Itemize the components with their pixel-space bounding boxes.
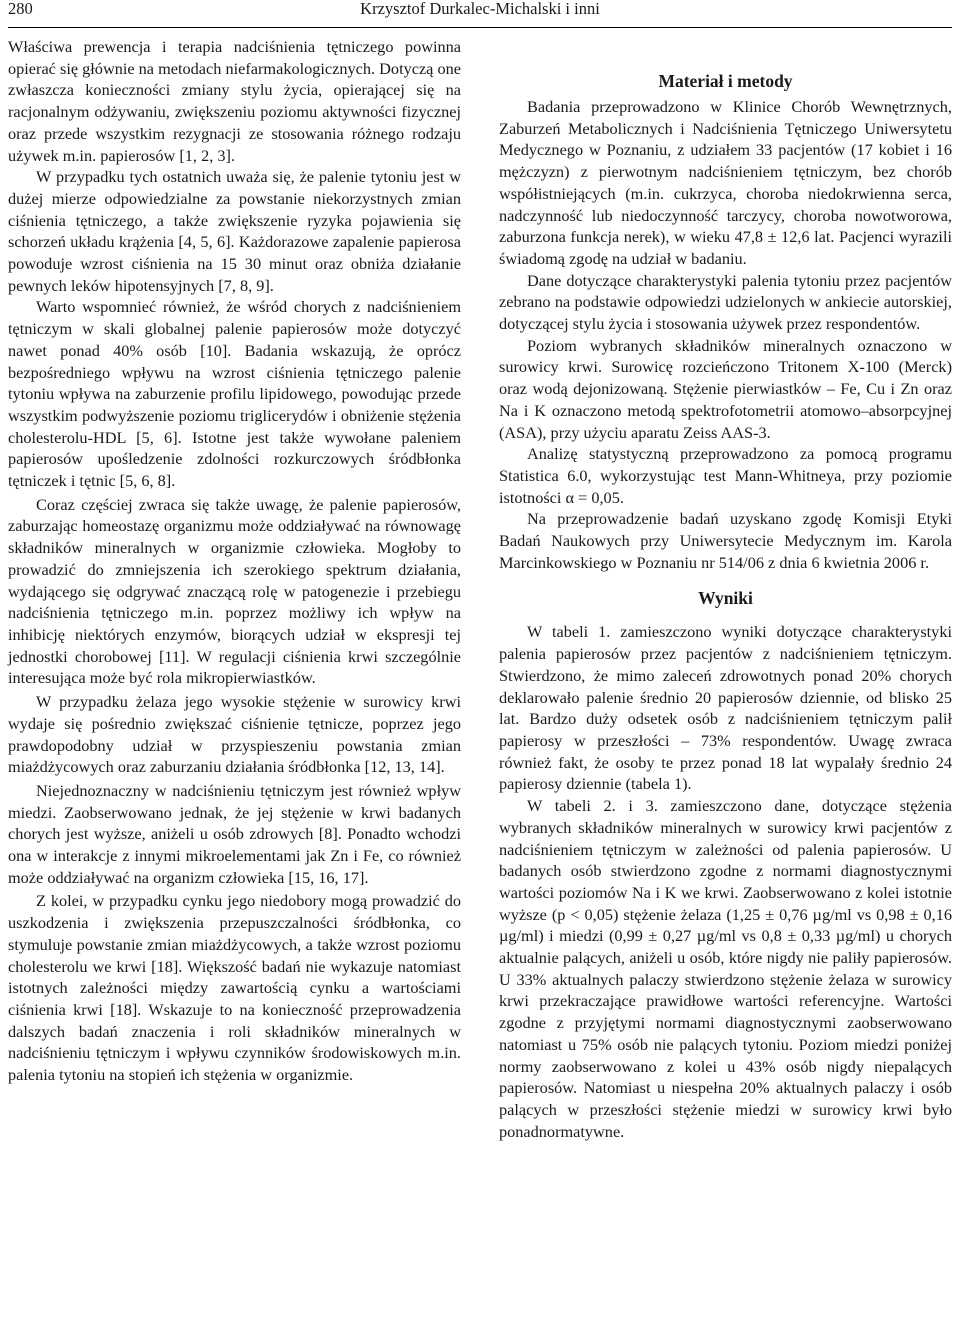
intro-paragraph-5: W przypadku żelaza jego wysokie stężenie w surowicy krwi wydaje się pośrednio zwiększać ciśnienie tętnicze, poprzez jego prawdopodobny udział w przyspieszeniu powstania zmian miażdżycowych oraz zaburzaniu działania śródbłonka [12, 13, 14]. (8, 692, 461, 777)
methods-paragraph-1: Badania przeprowadzono w Klinice Chorób Wewnętrznych, Zaburzeń Metabolicznych i Nadciśnienia Tętniczego Uniwersytetu Medycznego w Poznaniu, z udziałem 33 pacjentów (17 kobiet i 16 mężczyzn) z pierwotnym nadciśnieniem tętniczym, bez chorób współistniejących (m.in. cukrzyca, choroba niedokrwienna serca, nadczynność lub niedoczynność tarczycy, choroba nowotworowa, zaburzona funkcja nerek), w wieku 47,8 ± 12,6 lat. Pacjenci wyrazili świadomą zgodę na udział w badaniu. (499, 97, 952, 268)
intro-paragraph-7: Z kolei, w przypadku cynku jego niedobory mogą prowadzić do uszkodzenia i zwiększenia przepuszczalności śródbłonka, co stymuluje powstanie zmian miażdżycowych, a także wzrost poziomu cholesterolu we krwi [18]. Większość badań nie wykazuje natomiast istotnych zależności między zawartością cynku a wartościami ciśnienia krwi [18]. Wskazuje to na konieczność przeprowadzenia dalszych badań znaczenia i roli składników mineralnych w nadciśnieniu tętniczym i wpływu czynników środowiskowych m.in. palenia tytoniu na stopień ich stężenia w organizmie. (8, 891, 461, 1085)
right-column (499, 70, 952, 1142)
left-column (8, 36, 461, 1086)
methods-paragraph-5: Na przeprowadzenie badań uzyskano zgodę Komisji Etyki Badań Naukowych przy Uniwersytecie Medycznym im. Karola Marcinkowskiego w Poznaniu nr 514/06 z dnia 6 kwietnia 2006 r. (499, 509, 952, 572)
methods-paragraph-3: Poziom wybranych składników mineralnych oznaczono w surowicy krwi. Surowicę rozcieńczono Tritonem X-100 (Merck) oraz wodą dejonizowaną. Stężenie pierwiastków – Fe, Cu i Zn oraz Na i K oznaczono metodą spektrofotometrii atomowo–absorpcyjnej (ASA), przy użyciu aparatu Zeiss AAS-3. (499, 335, 952, 442)
intro-paragraph-3: Warto wspomnieć również, że wśród chorych z nadciśnieniem tętniczym w skali globalnej palenie papierosów może dotyczyć nawet ponad 40% osób [10]. Badania wskazują, że oprócz bezpośredniego wpływu na wzrost ciśnienia tętniczego palenie tytoniu wpływa na zaburzenie profilu lipidowego, powodując przede wszystkim podwyższenie poziomu triglicerydów i obniżenie stężenia cholesterolu-HDL [5, 6]. Istotne jest także wywołane paleniem papierosów upośledzenie zdolności rozkurczowych śródbłonka tętniczek i tętnic [5, 6, 8]. (8, 297, 461, 491)
methods-paragraph-4: Analizę statystyczną przeprowadzono za pomocą programu Statistica 6.0, wykorzystując test Mann-Whitneya, przy poziomie istotności α = 0,05. (499, 444, 952, 507)
page-header (8, 0, 952, 28)
section-heading-methods: Materiał i metody (658, 71, 793, 91)
intro-paragraph-4: Coraz częściej zwraca się także uwagę, że palenie papierosów, zaburzając homeostazę organizmu może oddziaływać na równowagę składników mineralnych w organizmie człowieka. Mogłoby to prowadzić do zmniejszenia ich szerokiego spektrum działania, wydającego się odgrywać znaczącą rolę w patogenezie i przebiegu nadciśnienia tętniczego m.in. poprzez możliwy ich wpływ na inhibicję niektórych enzymów, biorących udział w ekspresji tej jednostki chorobowej [11]. W regulacji ciśnienia krwi szczególnie interesująca może być rola mikropierwiastków. (8, 494, 461, 688)
results-paragraph-2: W tabeli 2. i 3. zamieszczono dane, dotyczące stężenia wybranych składników mineralnych w surowicy krwi pacjentów z nadciśnieniem tętniczym w zależności od palenia papierosów. U badanych osób stwierdzono zgodne z normami diagnostycznymi wartości poziomów Na i K we krwi. Zaobserwowano z kolei istotnie wyższe (p < 0,05) stężenie żelaza (1,25 ± 0,76 µg/ml vs 0,98 ± 0,16 µg/ml) i miedzi (0,99 ± 0,27 µg/ml vs 0,8 ± 0,33 µg/ml) u chorych aktualnie palących, aniżeli u osób, które nigdy nie paliły papierosów. U 33% aktualnych palaczy stwierdzono stężenie żelaza w surowicy krwi przekraczające prawidłowe wartości referencyjne. Wartości zgodne z przyjętymi normami diagnostycznymi zaobserwowano natomiast u 75% osób nie palących tytoniu. Poziom miedzi poniżej normy zaobserwowano z kolei u 43% osób nigdy niepalących papierosów. Natomiast u niespełna 20% aktualnych palaczy i osób palących w przeszłości stężenie miedzi w surowicy krwi było ponadnormatywne. (499, 796, 952, 1141)
section-heading-results: Wyniki (698, 588, 753, 609)
intro-paragraph-1: Właściwa prewencja i terapia nadciśnienia tętniczego powinna opierać się głównie na metodach niefarmakologicznych. Dotyczą one zwłaszcza konieczności zmiany stylu życia, opierającej się na racjonalnym odżywaniu, zwiększeniu poziomu aktywności fizycznej oraz przede wszystkim rezygnacji ze stosowania różnego rodzaju używek m.in. papierosów [1, 2, 3]. (8, 37, 461, 165)
intro-paragraph-2: W przypadku tych ostatnich uważa się, że palenie tytoniu jest w dużej mierze odpowiedzialne za powstanie niekorzystnych zmian ciśnienia tętniczego, a także zwiększenie ryzyka pojawienia się schorzeń układu krążenia [4, 5, 6]. Każdorazowe zapalenie papierosa powoduje wzrost ciśnienia na 15 30 minut oraz obniża działanie pewnych leków hipotensyjnych [7, 8, 9]. (8, 167, 461, 295)
running-head: Krzysztof Durkalec-Michalski i inni (360, 0, 600, 18)
page-number: 280 (8, 0, 33, 18)
methods-paragraph-2: Dane dotyczące charakterystyki palenia tytoniu przez pacjentów zebrano na podstawie odpowiedzi udzielonych w ankiecie autorskiej, dotyczącej stylu życia i stosowania używek przez respondentów. (499, 270, 952, 334)
intro-paragraph-6: Niejednoznaczny w nadciśnieniu tętniczym jest również wpływ miedzi. Zaobserwowano jednak, że jej stężenie w krwi badanych chorych jest wyższe, aniżeli u osób zdrowych [8]. Ponadto wchodzi ona w interakcje z innymi mikroelementami jak Zn i Fe, co również może oddziaływać na organizm człowieka [15, 16, 17]. (8, 780, 461, 887)
results-paragraph-1: W tabeli 1. zamieszczono wyniki dotyczące charakterystyki palenia papierosów przez pacjentów z nadciśnieniem tętniczym. Stwierdzono, że mimo zaleceń zdrowotnych ponad 20% chorych deklarowało palenie średnio 20 papierosów dziennie, od blisko 25 lat. Bardzo duży odsetek osób z nadciśnieniem tętniczym palił papierosy w przeszłości – 73% respondentów. Uwagę zwraca również fakt, że osoby te przez ponad 18 lat wypalały średnio 24 papierosy dziennie (tabela 1). (499, 622, 952, 794)
